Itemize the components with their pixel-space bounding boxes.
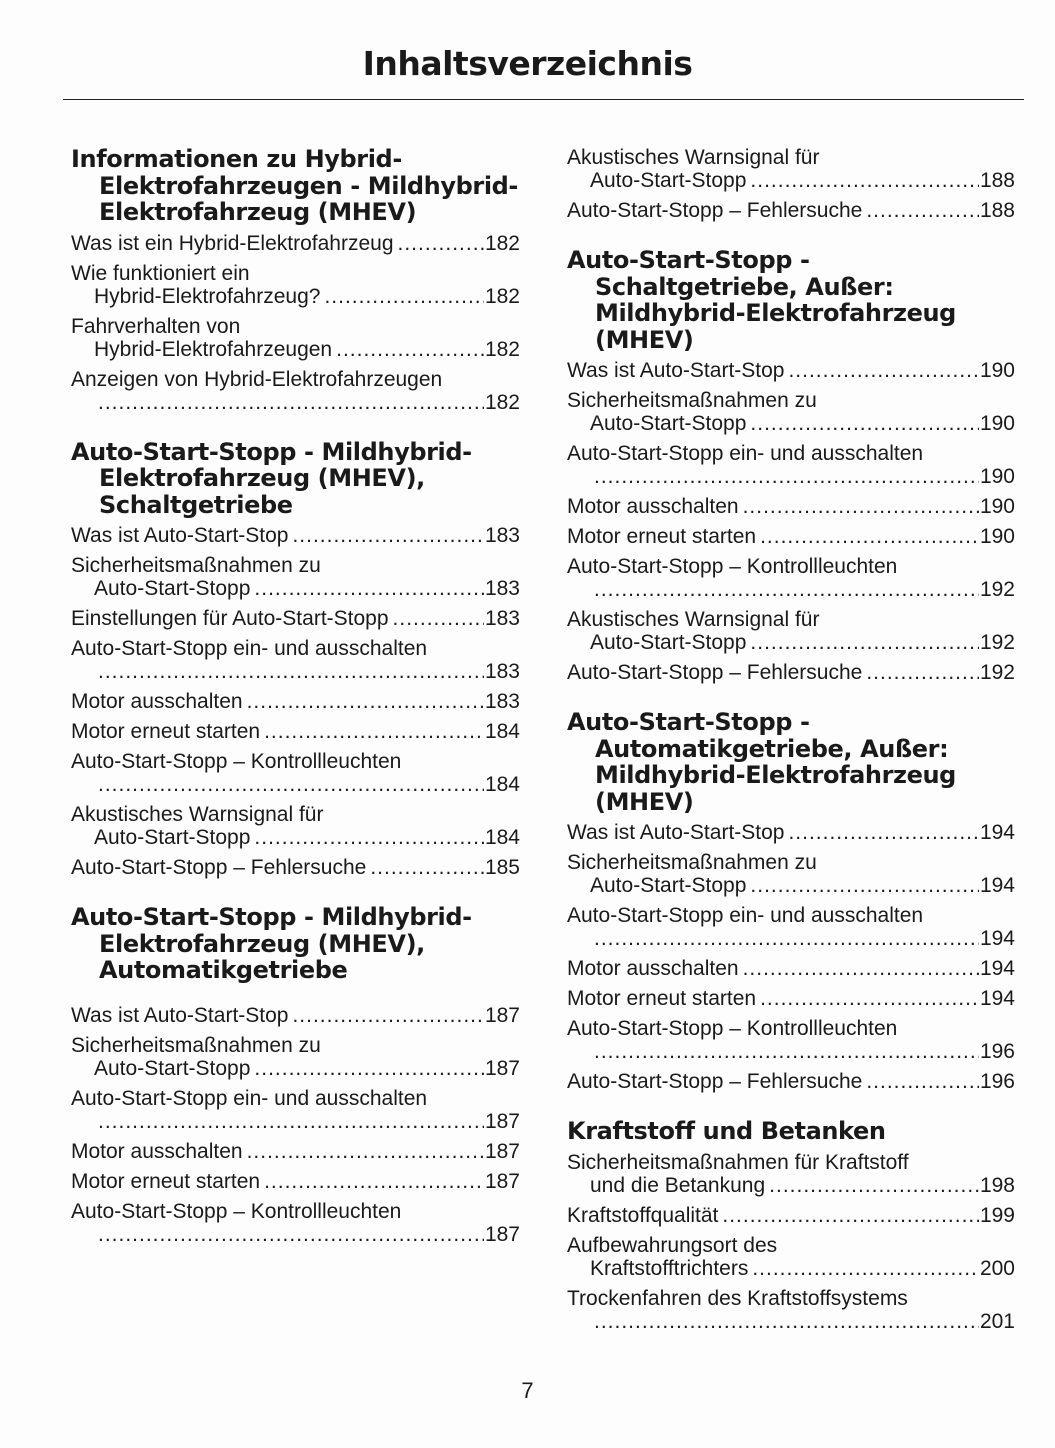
dot-leader [264,720,484,743]
entry-leader-row [567,957,1015,980]
entry-title: Kraftstoffqualität [567,1203,719,1227]
entry-leader-row [567,927,1015,950]
entry-leader-row [71,856,520,879]
entry-title: Motor ausschalten [567,495,739,518]
entry-page-number: 201 [979,1309,1015,1333]
entry-title: Auto-Start-Stopp – Kontrollleuchten [567,1017,898,1040]
dot-leader [254,826,484,849]
entry-page-number: 188 [979,199,1015,222]
toc-section [71,439,520,880]
entry-page-number: 200 [979,1256,1015,1280]
entry-title: Was ist Auto-Start-Stop [71,524,289,547]
toc-entry[interactable] [71,720,520,743]
entry-title: Akustisches Warnsignal für [71,803,324,826]
dot-leader [594,465,979,488]
entry-leader-row [71,1140,520,1163]
entry-page-number: 194 [979,821,1015,844]
dot-leader [254,577,484,600]
entry-leader-row [71,1004,520,1027]
dot-leader [247,690,484,713]
dot-leader [788,359,978,382]
entry-leader-row [567,169,1015,192]
toc-section [71,146,520,414]
toc-entry[interactable] [71,803,520,849]
toc-entry[interactable] [71,1140,520,1163]
toc-entry[interactable] [567,821,1015,844]
dot-leader [760,525,979,548]
entry-page-number: 184 [484,826,520,849]
entry-leader-row [567,412,1015,435]
dot-leader [594,1040,979,1063]
toc-entry[interactable] [567,1017,1015,1063]
entry-title-continued: Auto-Start-Stopp [94,577,251,600]
entry-page-number: 187 [484,1003,520,1027]
dot-leader [98,1110,484,1133]
entry-page-number: 188 [979,169,1015,192]
entry-leader-row [71,1223,520,1246]
dot-leader [750,169,979,192]
entry-title: Auto-Start-Stopp – Fehlersuche [71,856,367,879]
entry-leader-row [71,232,520,255]
section-heading: Informationen zu Hybrid-Elektrofahrzeugen - Mildhybrid-Elektrofahrzeug (MHEV) [71,145,518,226]
entry-leader-row [567,661,1015,684]
dot-leader [393,607,484,630]
toc-entry[interactable] [567,555,1015,601]
toc-entry[interactable] [71,368,520,414]
dot-leader [292,1004,483,1027]
entry-page-number: 196 [979,1070,1015,1093]
page-number: 7 [521,1378,534,1403]
entry-page-number: 190 [979,465,1015,488]
dot-leader [98,660,484,683]
entry-title: Aufbewahrungsort des [567,1233,778,1257]
toc-section [71,904,520,1246]
entry-leader-row [71,338,520,361]
section-heading: Auto-Start-Stopp - Mildhybrid-Elektrofahrzeug (MHEV), Automatikgetriebe [71,903,472,984]
entry-page-number: 187 [484,1222,520,1246]
entry-title: Auto-Start-Stopp – Kontrollleuchten [567,555,898,578]
entry-leader-row [71,607,520,630]
entry-page-number: 184 [484,773,520,796]
toc-entry[interactable] [71,690,520,713]
entry-title: Motor erneut starten [71,720,261,743]
entry-leader-row [71,826,520,849]
dot-leader [98,773,484,796]
entry-title: Auto-Start-Stopp – Kontrollleuchten [71,750,402,773]
entry-leader-row [567,631,1015,654]
entry-page-number: 187 [484,1169,520,1193]
entry-page-number: 192 [979,631,1015,654]
toc-entry[interactable] [71,1087,520,1133]
section-heading: Kraftstoff und Betanken [567,1117,886,1145]
toc-entry[interactable] [567,1151,1015,1197]
entry-page-number: 190 [979,412,1015,435]
dot-leader [292,524,483,547]
entry-leader-row [567,987,1015,1010]
toc-entry[interactable] [71,524,520,547]
entry-page-number: 182 [484,284,520,308]
toc-entry[interactable] [71,315,520,361]
entry-page-number: 183 [484,577,520,600]
entry-page-number: 194 [979,987,1015,1010]
entry-page-number: 199 [979,1203,1015,1227]
entry-leader-row [567,1204,1015,1227]
entry-title: Auto-Start-Stopp ein- und ausschalten [567,442,924,465]
dot-leader [866,661,979,684]
toc-entry[interactable] [567,146,1015,192]
entry-title: Auto-Start-Stopp ein- und ausschalten [567,904,924,927]
entry-title-continued: Hybrid-Elektrofahrzeug? [94,284,321,308]
toc-entry[interactable] [71,1004,520,1027]
toc-column-right [567,146,1015,1358]
entry-page-number: 190 [979,495,1015,518]
toc-entry[interactable] [71,554,520,600]
dot-leader [247,1140,484,1163]
entry-title-continued: Auto-Start-Stopp [94,1056,251,1080]
page-title: Inhaltsverzeichnis [362,44,693,83]
toc-entry[interactable] [567,661,1015,684]
toc-entry[interactable] [567,1234,1015,1280]
dot-leader [760,987,979,1010]
toc-entry[interactable] [71,1170,520,1193]
entry-leader-row [567,1257,1015,1280]
entry-title: Auto-Start-Stopp ein- und ausschalten [71,637,428,660]
entry-title: Was ist ein Hybrid-Elektrofahrzeug [71,231,394,255]
entry-title: Motor erneut starten [567,987,757,1010]
toc-entry[interactable] [71,1034,520,1080]
toc-section [567,1118,1015,1333]
entry-page-number: 194 [979,874,1015,897]
entry-title: Akustisches Warnsignal für [567,608,820,631]
entry-title: Wie funktioniert ein [71,261,250,285]
entry-page-number: 183 [484,607,520,630]
entry-page-number: 184 [484,720,520,743]
entry-title: Einstellungen für Auto-Start-Stopp [71,607,389,630]
entry-title: Motor ausschalten [567,957,739,980]
entry-page-number: 185 [484,856,520,879]
entry-leader-row [567,199,1015,222]
entry-title: Sicherheitsmaßnahmen zu [567,389,817,412]
entry-title: Was ist Auto-Start-Stop [71,1003,289,1027]
entry-page-number: 190 [979,525,1015,548]
entry-title-continued: Hybrid-Elektrofahrzeugen [94,337,333,361]
dot-leader [788,821,978,844]
toc-entry[interactable] [71,637,520,683]
entry-leader-row [71,690,520,713]
toc-section [567,247,1015,684]
entry-page-number: 187 [484,1139,520,1163]
toc-entry[interactable] [567,1204,1015,1227]
section-heading: Auto-Start-Stopp - Automatikgetriebe, Außer: Mildhybrid-Elektrofahrzeug (MHEV) [567,708,956,816]
entry-title: Motor ausschalten [71,690,243,713]
entry-title: Sicherheitsmaßnahmen zu [567,851,817,874]
toc-entry[interactable] [567,851,1015,897]
dot-leader [750,631,979,654]
entry-title: Auto-Start-Stopp – Fehlersuche [567,661,863,684]
entry-leader-row [567,359,1015,382]
entry-title: Anzeigen von Hybrid-Elektrofahrzeugen [71,367,443,391]
toc-entry[interactable] [567,199,1015,222]
toc-entry[interactable] [567,359,1015,382]
entry-page-number: 183 [484,690,520,713]
entry-title: Was ist Auto-Start-Stop [567,359,785,382]
entry-title: Motor ausschalten [71,1139,243,1163]
toc-entry[interactable] [71,750,520,796]
entry-title: Auto-Start-Stopp – Kontrollleuchten [71,1199,402,1223]
title-divider [63,99,1024,100]
dot-leader [594,578,979,601]
entry-leader-row [567,578,1015,601]
toc-entry[interactable] [567,389,1015,435]
dot-leader [769,1174,979,1197]
entry-title-continued: Auto-Start-Stopp [590,874,747,897]
toc-entry[interactable] [71,856,520,879]
entry-page-number: 183 [484,524,520,547]
entry-leader-row [567,1040,1015,1063]
dot-leader [398,232,484,255]
entry-page-number: 182 [484,390,520,414]
dot-leader [98,1223,484,1246]
entry-leader-row [71,660,520,683]
dot-leader [264,1170,484,1193]
dot-leader [336,338,484,361]
entry-title-continued: Auto-Start-Stopp [590,169,747,192]
entry-title-continued: Kraftstofftrichters [590,1256,749,1280]
toc-entry[interactable] [567,495,1015,518]
entry-leader-row [567,465,1015,488]
entry-title: Auto-Start-Stopp – Fehlersuche [567,199,863,222]
entry-leader-row [567,874,1015,897]
dot-leader [866,1070,979,1093]
entry-leader-row [567,1310,1015,1333]
entry-page-number: 198 [979,1173,1015,1197]
entry-title: Sicherheitsmaßnahmen zu [71,1033,321,1057]
entry-title-continued: Auto-Start-Stopp [590,631,747,654]
entry-leader-row [71,773,520,796]
entry-leader-row [567,1070,1015,1093]
entry-leader-row [567,821,1015,844]
toc-column-left [71,146,520,1271]
entry-page-number: 183 [484,660,520,683]
toc-entry[interactable] [567,957,1015,980]
dot-leader [594,927,979,950]
entry-page-number: 194 [979,957,1015,980]
toc-entry[interactable] [567,987,1015,1010]
dot-leader [370,856,484,879]
entry-leader-row [567,495,1015,518]
entry-page-number: 182 [484,337,520,361]
dot-leader [98,391,484,414]
toc-section [567,709,1015,1093]
toc-entry[interactable] [71,607,520,630]
entry-title-continued: Auto-Start-Stopp [590,412,747,435]
toc-entry[interactable] [567,608,1015,654]
entry-page-number: 187 [484,1109,520,1133]
section-heading: Auto-Start-Stopp - Mildhybrid-Elektrofahrzeug (MHEV), Schaltgetriebe [71,437,472,519]
toc-entry[interactable] [71,262,520,308]
entry-leader-row [71,1110,520,1133]
entry-leader-row [567,525,1015,548]
entry-title: Fahrverhalten von [71,314,241,338]
entry-title: Motor erneut starten [71,1169,261,1193]
entry-leader-row [71,391,520,414]
dot-leader [752,1257,979,1280]
entry-leader-row [71,1057,520,1080]
entry-title: Was ist Auto-Start-Stop [567,821,785,844]
dot-leader [750,412,979,435]
toc-section [567,146,1015,222]
toc-entry[interactable] [567,1070,1015,1093]
entry-title: Sicherheitsmaßnahmen zu [71,554,321,577]
entry-leader-row [71,577,520,600]
entry-page-number: 192 [979,578,1015,601]
dot-leader [743,957,979,980]
entry-leader-row [71,1170,520,1193]
entry-page-number: 192 [979,661,1015,684]
dot-leader [324,285,484,308]
entry-leader-row [71,285,520,308]
entry-title: Trockenfahren des Kraftstoffsystems [567,1286,908,1310]
entry-title-continued: und die Betankung [590,1173,766,1197]
entry-title-continued: Auto-Start-Stopp [94,826,251,849]
entry-page-number: 190 [979,359,1015,382]
dot-leader [722,1204,979,1227]
entry-page-number: 182 [484,231,520,255]
toc-entry[interactable] [567,525,1015,548]
entry-page-number: 196 [979,1040,1015,1063]
toc-entry[interactable] [71,1200,520,1246]
dot-leader [254,1057,484,1080]
entry-page-number: 187 [484,1056,520,1080]
entry-title: Auto-Start-Stopp – Fehlersuche [567,1070,863,1093]
entry-title: Sicherheitsmaßnahmen für Kraftstoff [567,1150,909,1174]
dot-leader [594,1310,979,1333]
entry-title: Akustisches Warnsignal für [567,146,820,169]
entry-leader-row [567,1174,1015,1197]
entry-page-number: 194 [979,927,1015,950]
toc-entry[interactable] [567,904,1015,950]
toc-entry[interactable] [567,442,1015,488]
entry-leader-row [71,720,520,743]
dot-leader [866,199,979,222]
section-heading: Auto-Start-Stopp - Schaltgetriebe, Außer: Mildhybrid-Elektrofahrzeug (MHEV) [567,246,956,354]
entry-title: Motor erneut starten [567,525,757,548]
toc-entry[interactable] [567,1287,1015,1333]
entry-title: Auto-Start-Stopp ein- und ausschalten [71,1086,428,1110]
toc-entry[interactable] [71,232,520,255]
dot-leader [743,495,979,518]
entry-leader-row [71,524,520,547]
dot-leader [750,874,979,897]
